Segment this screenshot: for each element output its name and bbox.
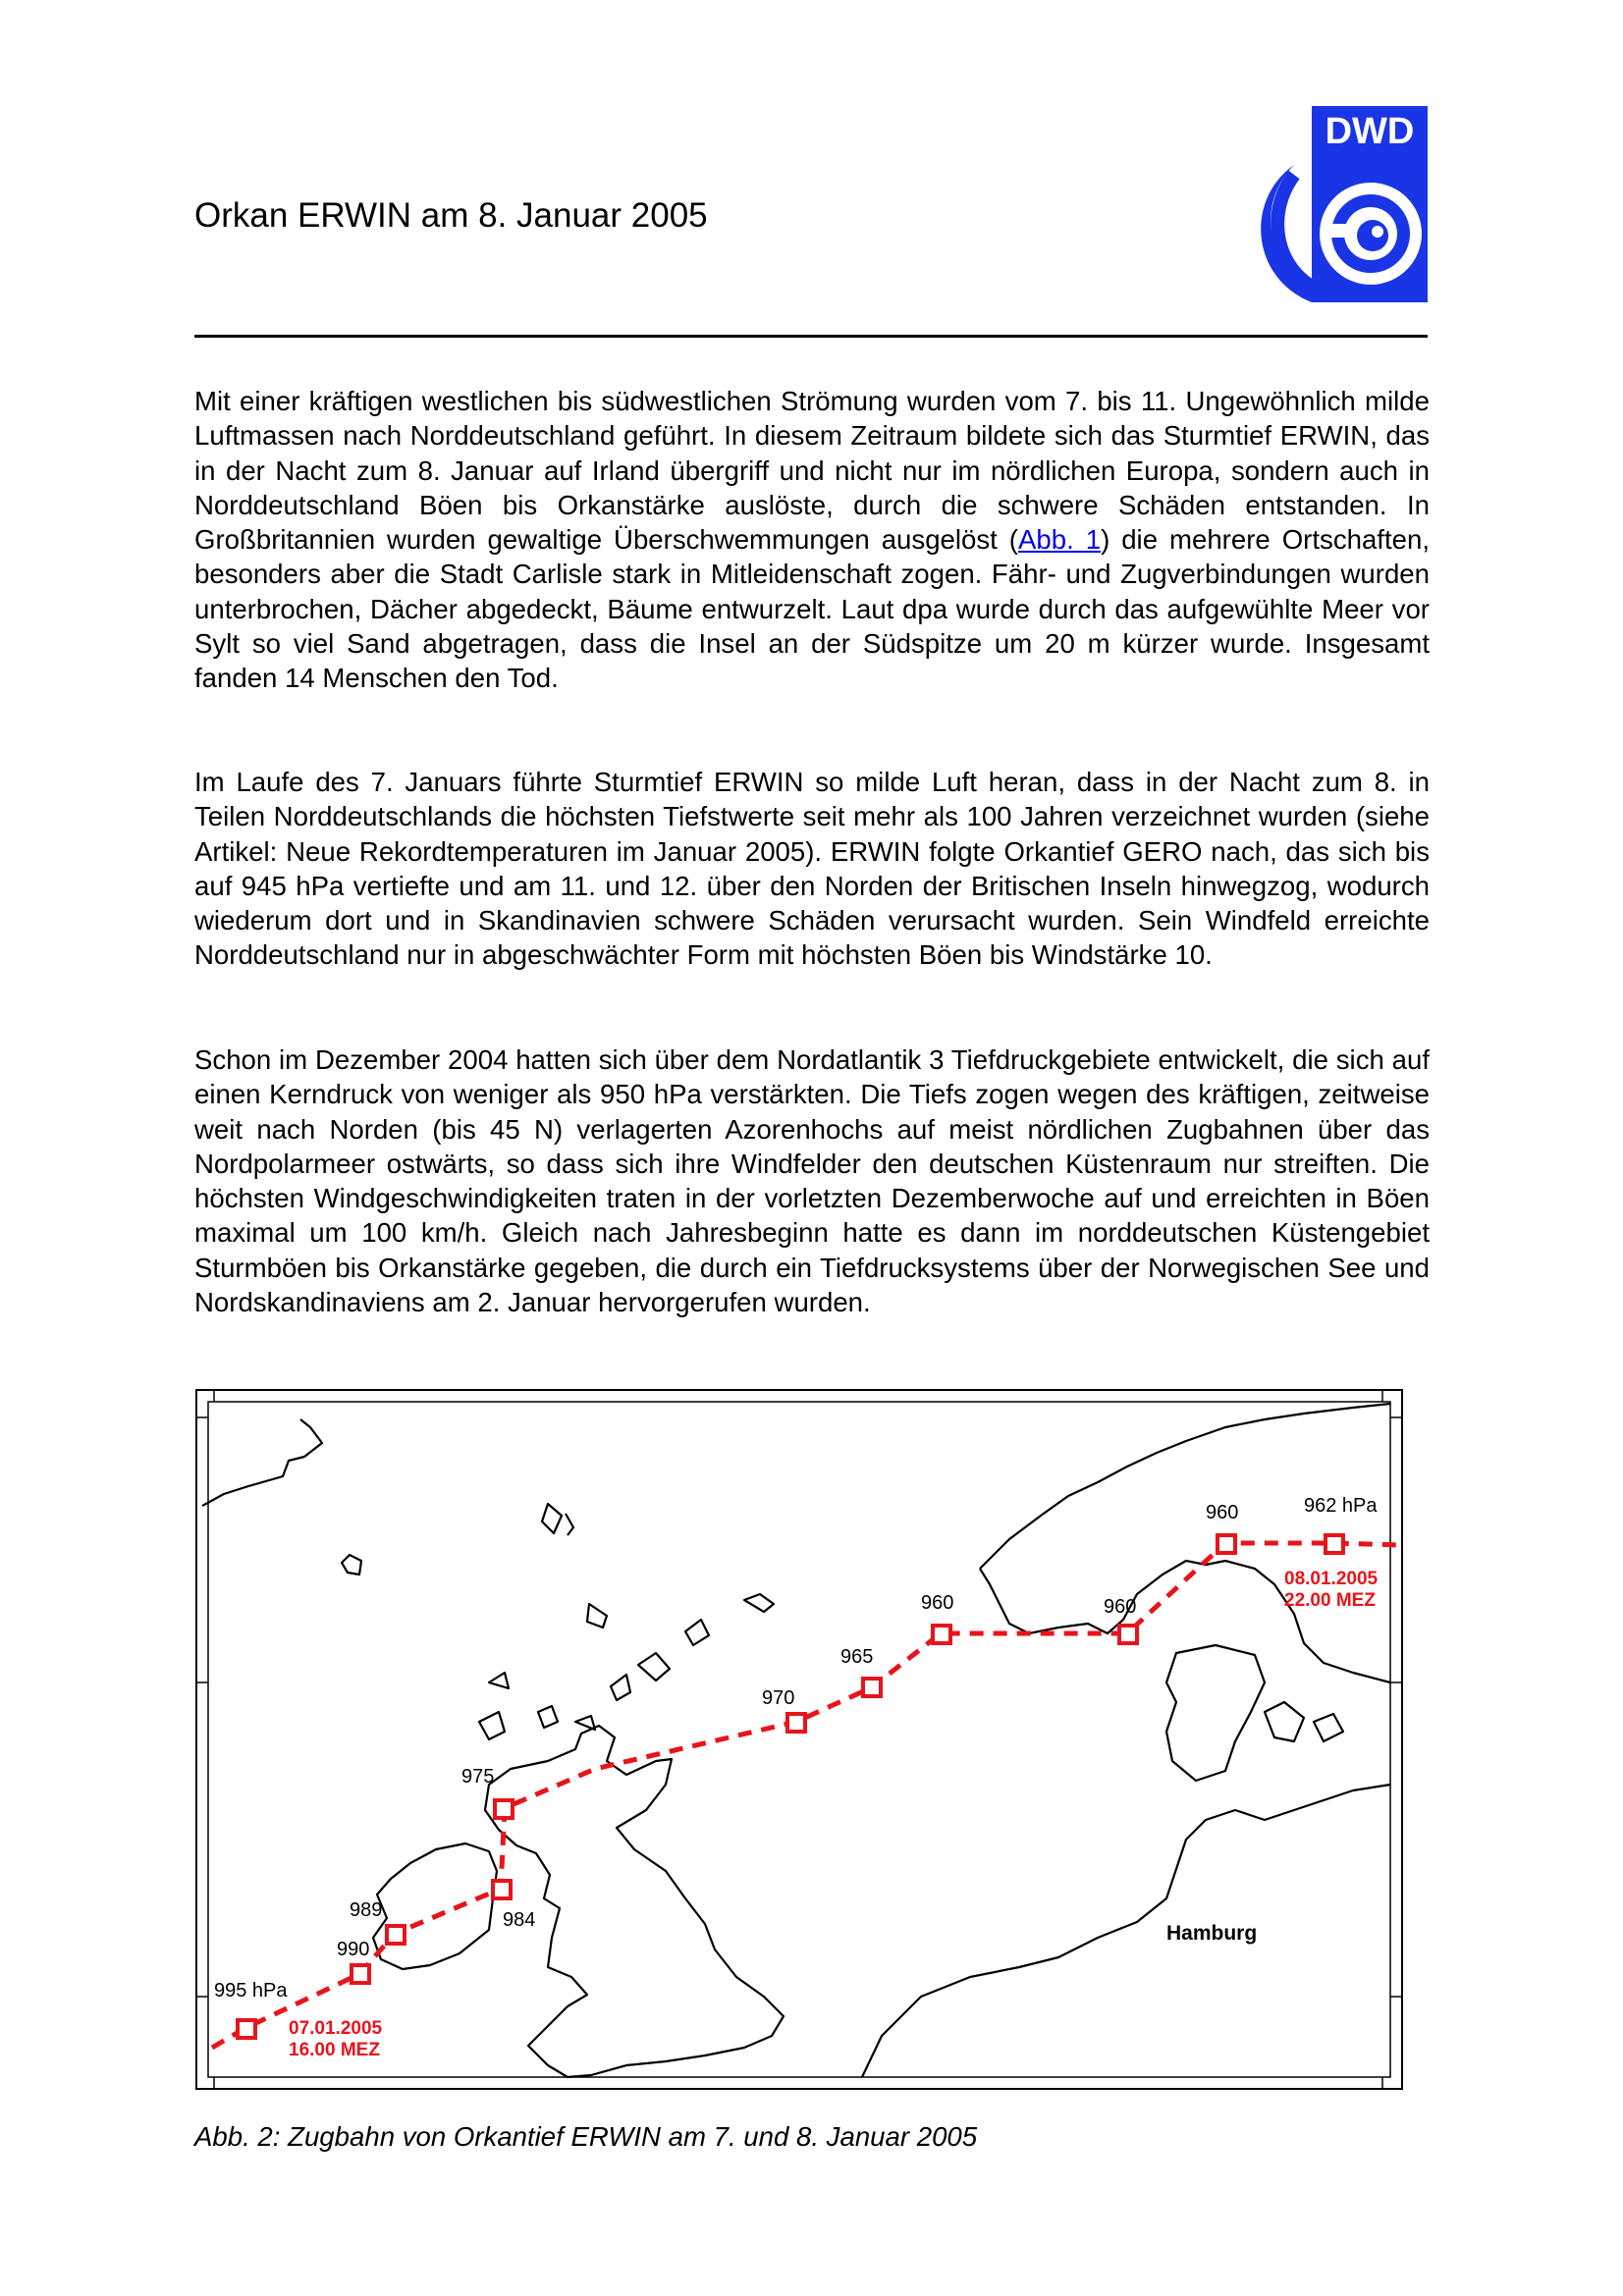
hamburg-label: Hamburg [1166, 1922, 1258, 1945]
pressure-label: 960 [1104, 1596, 1137, 1618]
pressure-label: 970 [762, 1687, 795, 1709]
paragraph-1-text: Mit einer kräftigen westlichen bis südwestlichen Strömung wurden vom 7. bis 11. Ungewöhnlich milde Luftmassen nach Norddeutschland geführt. In diesem Zeitraum bildete sich das Sturmtief ERWIN, das in der Nacht zum 8. Januar auf Irland übergriff und nicht nur im nördlichen Europa, sondern auch in Norddeutschland Böen bis Orkanstärke auslöste, durch die schwere Schäden entstanden. In Großbritannien wurden gewaltige Überschwemmungen ausgelöst ( [194, 386, 1430, 556]
paragraph-1-text-cont: ) die mehrere Ortschaften, besonders aber die Stadt Carlisle stark in Mitleidenschaft zogen. Fähr- und Zugverbindungen wurden unterbrochen, Dächer abgedeckt, Bäume entwurzelt. Laut dpa wurde durch das aufgewühlte Meer vor Sylt so viel Sand abgetragen, dass die Insel an der Südspitze um 20 m kürzer wurde. Insgesamt fanden 14 Menschen den Tod. [194, 524, 1431, 694]
pressure-label: 962 hPa [1304, 1495, 1378, 1517]
pressure-label: 975 [461, 1766, 495, 1788]
track-point [1325, 1535, 1343, 1553]
end-time-label: 22.00 MEZ [1284, 1590, 1376, 1611]
dwd-logo [1255, 106, 1430, 310]
track-point [352, 1965, 369, 1983]
page-title: Orkan ERWIN am 8. Januar 2005 [194, 196, 708, 235]
track-point [238, 2020, 255, 2038]
track-point [493, 1881, 511, 1898]
track-point [387, 1926, 405, 1944]
pressure-label: 960 [921, 1592, 954, 1614]
pressure-label: 965 [840, 1646, 874, 1668]
pressure-label: 960 [1206, 1502, 1239, 1523]
pressure-label: 995 hPa [214, 1980, 288, 2002]
figure-1-link[interactable]: Abb. 1 [1017, 524, 1102, 556]
storm-track-map [194, 1388, 1404, 2091]
paragraph-1 [194, 384, 1430, 696]
end-date-label: 08.01.2005 [1284, 1569, 1379, 1589]
paragraph-3: Schon im Dezember 2004 hatten sich über dem Nordatlantik 3 Tiefdruckgebiete entwickelt, die sich auf einen Kerndruck von weniger als 950 hPa verstärkten. Die Tiefs zogen wegen des kräftigen, zeitweise weit nach Norden (bis 45 N) verlagerten Azorenhochs auf meist nördlichen Zugbahnen über das Nordpolarmeer ostwärts, so dass sich ihre Windfelder den deutschen Küstenraum nur streiften. Die höchsten Windgeschwindigkeiten traten in der vorletzten Dezemberwoche auf und erreichten in Böen maximal um 100 km/h. Gleich nach Jahresbeginn hatte es dann im norddeutschen Küstengebiet Sturmböen bis Orkanstärke gegeben, die durch ein Tiefdrucksystems über der Norwegischen See und Nordskandinaviens am 2. Januar hervorgerufen wurden. [194, 1044, 1430, 1318]
start-time-label: 16.00 MEZ [289, 2040, 380, 2060]
track-point [863, 1679, 881, 1696]
track-point [1119, 1626, 1137, 1643]
track-point [1217, 1535, 1235, 1553]
track-point [787, 1714, 805, 1732]
track-point [495, 1800, 513, 1818]
paragraph-2: Im Laufe des 7. Januars führte Sturmtief ERWIN so milde Luft heran, dass in der Nacht zum 8. in Teilen Norddeutschlands die höchsten Tiefstwerte seit mehr als 100 Jahren verzeichnet wurden (siehe Artikel: Neue Rekordtemperaturen im Januar 2005). ERWIN folgte Orkantief GERO nach, das sich bis auf 945 hPa vertiefte und am 11. und 12. über den Norden der Britischen Inseln hinwegzog, wodurch wiederum dort und in Skandinavien schwere Schäden verursacht wurden. Sein Windfeld erreichte Norddeutschland nur in abgeschwächter Form mit höchsten Böen bis Windstärke 10. [194, 767, 1430, 971]
track-point [933, 1626, 950, 1643]
figure-caption: Abb. 2: Zugbahn von Orkantief ERWIN am 7. und 8. Januar 2005 [194, 2121, 978, 2152]
logo-text: DWD [1325, 111, 1415, 152]
pressure-label: 989 [350, 1899, 383, 1921]
header-divider [194, 335, 1428, 338]
pressure-label: 984 [503, 1909, 536, 1931]
start-date-label: 07.01.2005 [289, 2018, 383, 2039]
pressure-label: 990 [337, 1939, 370, 1960]
